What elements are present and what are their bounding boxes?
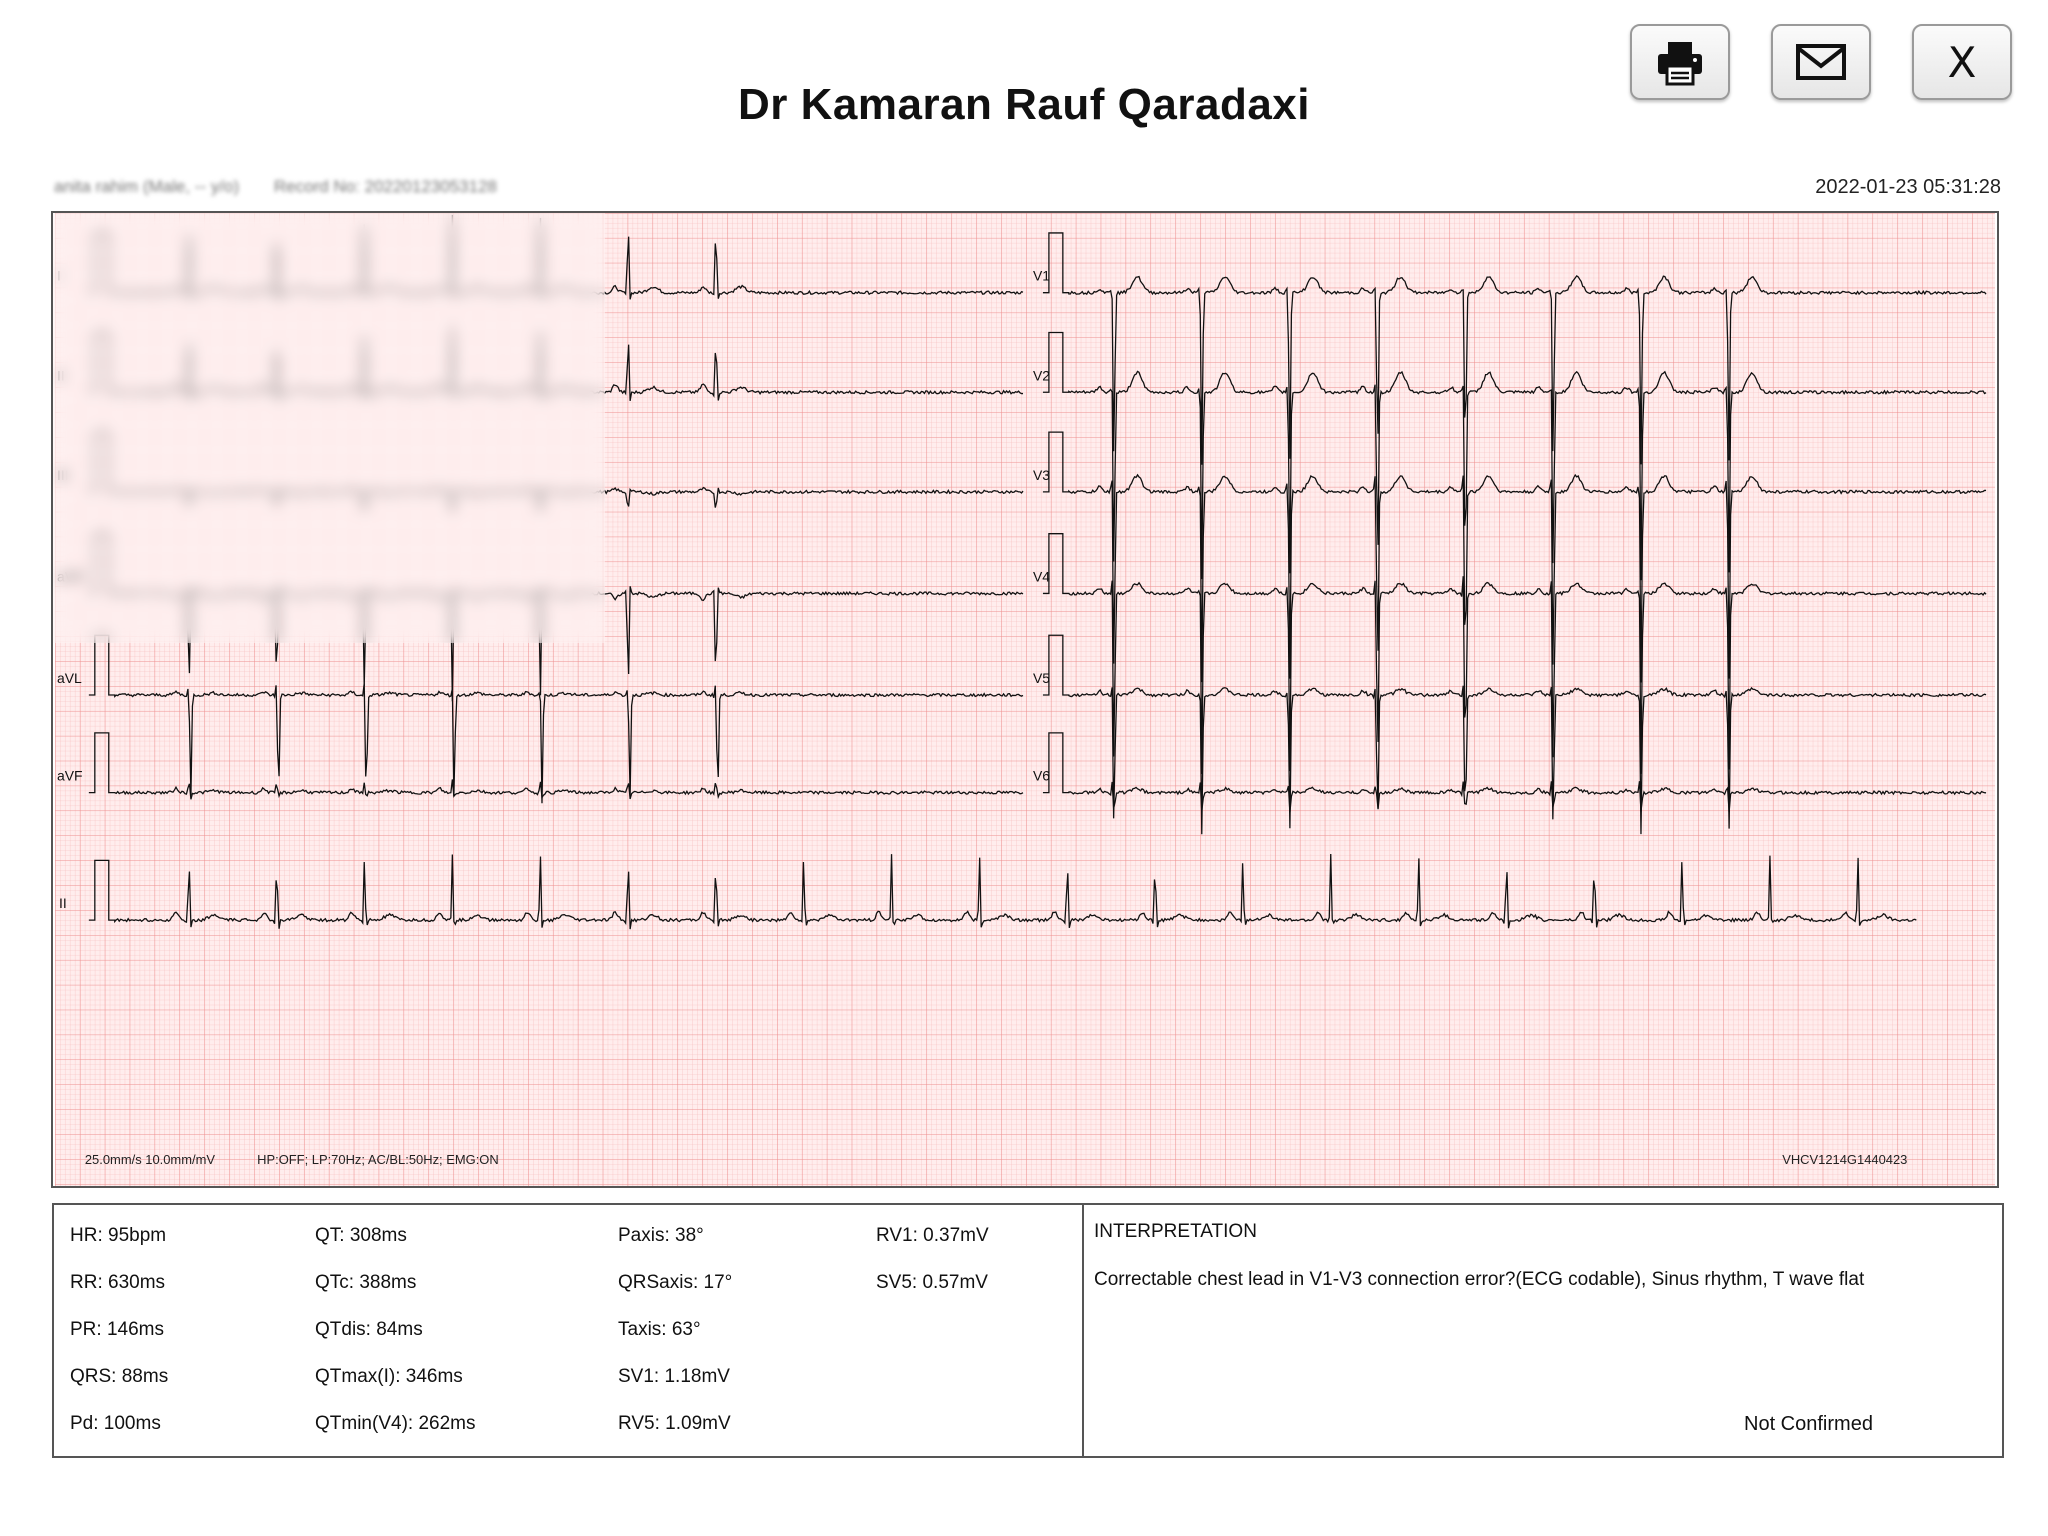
ecg-settings: 25.0mm/s 10.0mm/mV: [84, 1152, 216, 1168]
patient-info: [54, 177, 527, 197]
measurement-qt: QT: 308ms: [315, 1225, 407, 1246]
lead-label-v3: V3: [1032, 466, 1051, 483]
print-button[interactable]: [1630, 24, 1730, 100]
measurement-sv1: SV1: 1.18mV: [618, 1366, 730, 1387]
lead-label-avf: aVF: [56, 767, 83, 784]
record-datetime: 2022-01-23 05:31:28: [1815, 176, 2001, 198]
measurement-qtmin: QTmin(V4): 262ms: [315, 1413, 476, 1434]
measurement-qrsaxis: QRSaxis: 17°: [618, 1272, 733, 1293]
measurement-qrs: QRS: 88ms: [70, 1366, 169, 1387]
ecg-filters: HP:OFF; LP:70Hz; AC/BL:50Hz; EMG:ON: [257, 1152, 499, 1168]
lead-label-v6: V6: [1032, 767, 1051, 784]
panel-divider: [1082, 1205, 1084, 1456]
record-number: Record No: 20220123053128: [273, 177, 497, 196]
lead-label-ii: II: [56, 367, 65, 384]
interpretation-heading: INTERPRETATION: [1094, 1221, 1257, 1242]
measurements-panel: [52, 1203, 2004, 1458]
ecg-device-id: VHCV1214G1440423: [1782, 1152, 1908, 1168]
printer-icon: [1654, 38, 1706, 86]
measurement-taxis: Taxis: 63°: [618, 1319, 701, 1340]
lead-label-avr: aVR: [56, 568, 85, 585]
measurement-qtc: QTc: 388ms: [315, 1272, 417, 1293]
blurred-region: [53, 213, 605, 643]
lead-label-i: I: [56, 267, 61, 284]
lead-label-rhythm-ii: II: [58, 895, 67, 912]
page-title: Dr Kamaran Rauf Qaradaxi: [738, 80, 1310, 129]
measurement-qtmax: QTmax(I): 346ms: [315, 1366, 463, 1387]
close-button-label: X: [1947, 37, 1977, 87]
measurement-qtdis: QTdis: 84ms: [315, 1319, 423, 1340]
email-button[interactable]: [1771, 24, 1871, 100]
measurement-sv5: SV5: 0.57mV: [876, 1272, 988, 1293]
interpretation-text: Correctable chest lead in V1-V3 connection error?(ECG codable), Sinus rhythm, T wave flat: [1094, 1269, 1865, 1290]
lead-label-iii: III: [56, 466, 69, 483]
measurement-paxis: Paxis: 38°: [618, 1225, 704, 1246]
measurement-pr: PR: 146ms: [70, 1319, 164, 1340]
envelope-icon: [1795, 42, 1847, 82]
lead-label-v5: V5: [1032, 670, 1051, 687]
lead-label-v2: V2: [1032, 367, 1051, 384]
measurement-rr: RR: 630ms: [70, 1272, 166, 1293]
lead-label-v1: V1: [1032, 267, 1051, 284]
confirmation-status: Not Confirmed: [1744, 1413, 1873, 1435]
measurement-hr: HR: 95bpm: [70, 1225, 167, 1246]
close-button[interactable]: [1912, 24, 2012, 100]
measurement-rv5: RV5: 1.09mV: [618, 1413, 731, 1434]
patient-name: anita rahim (Male, -- y/o): [54, 177, 240, 196]
lead-label-v4: V4: [1032, 568, 1051, 585]
measurement-pd: Pd: 100ms: [70, 1413, 161, 1434]
measurement-rv1: RV1: 0.37mV: [876, 1225, 989, 1246]
lead-label-avl: aVL: [56, 670, 82, 687]
